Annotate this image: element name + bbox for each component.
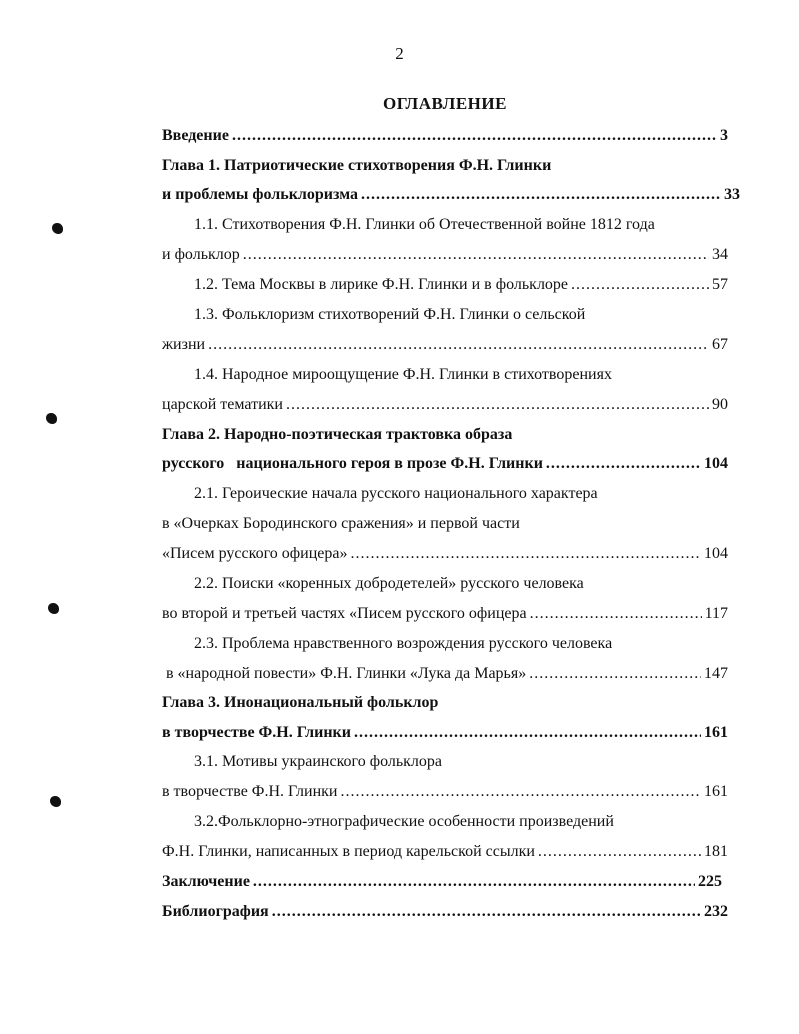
hole-punch-mark <box>50 796 61 807</box>
toc-chapter-3-title: Глава 3. Инонациональный фольклор <box>162 694 439 711</box>
toc-section-2-2: во второй и третьей частях «Писем русского офицера ..... 117 <box>162 602 728 626</box>
toc-section-2-3-title: 2.3. Проблема нравственного возрождения русского человека <box>194 635 613 652</box>
toc-section-1-2: 1.2. Тема Москвы в лирике Ф.Н. Глинки и в фольклоре ..... 57 <box>194 273 728 297</box>
toc-chapter-1-title: Глава 1. Патриотические стихотворения Ф.Н. Глинки <box>162 157 552 174</box>
toc-section-1-3: жизни ..... 67 <box>162 333 728 357</box>
toc-section-2-1-title: 2.1. Героические начала русского национального характера <box>194 485 598 502</box>
toc-chapter-3: в творчестве Ф.Н. Глинки ..... 161 <box>162 721 728 745</box>
toc-section-1-4-title: 1.4. Народное мироощущение Ф.Н. Глинки в стихотворениях <box>194 366 612 383</box>
toc-section-1-1: и фольклор ..... 34 <box>162 243 728 267</box>
hole-punch-mark <box>52 223 63 234</box>
toc-section-2-1: «Писем русского офицера» ..... 104 <box>162 542 728 566</box>
toc-section-1-3-title: 1.3. Фольклоризм стихотворений Ф.Н. Глинки о сельской <box>194 306 586 323</box>
toc-entry-intro: Введение ..... 3 <box>162 124 728 148</box>
toc-chapter-2: русского национального героя в прозе Ф.Н. Глинки ..... 104 <box>162 452 728 476</box>
toc-section-3-2: Ф.Н. Глинки, написанных в период карельской ссылки ..... 181 <box>162 840 728 864</box>
toc-section-3-1-title: 3.1. Мотивы украинского фольклора <box>194 753 442 770</box>
toc-section-3-1: в творчестве Ф.Н. Глинки ..... 161 <box>162 780 728 804</box>
page-title: ОГЛАВЛЕНИЕ <box>383 94 507 113</box>
hole-punch-mark <box>46 413 57 424</box>
hole-punch-mark <box>48 603 59 614</box>
toc-entry-bibliography: Библиография ..... 232 <box>162 900 728 924</box>
toc-section-2-3: в «народной повести» Ф.Н. Глинки «Лука да Марья» ..... 147 <box>166 662 728 686</box>
toc-chapter-1: и проблемы фольклоризма ..... 33 <box>162 183 740 207</box>
toc-section-1-1-title: 1.1. Стихотворения Ф.Н. Глинки об Отечественной войне 1812 года <box>194 216 655 233</box>
toc-chapter-2-title: Глава 2. Народно-поэтическая трактовка образа <box>162 426 513 443</box>
toc-section-3-2-title: 3.2.Фольклорно-этнографические особенности произведений <box>194 813 614 830</box>
toc-section-2-1-subtitle: в «Очерках Бородинского сражения» и первой части <box>162 515 520 532</box>
page-number: 2 <box>395 44 404 63</box>
toc-section-1-4: царской тематики ..... 90 <box>162 393 728 417</box>
toc-section-2-2-title: 2.2. Поиски «коренных добродетелей» русского человека <box>194 575 584 592</box>
toc-entry-conclusion: Заключение ..... 225 <box>162 870 722 894</box>
